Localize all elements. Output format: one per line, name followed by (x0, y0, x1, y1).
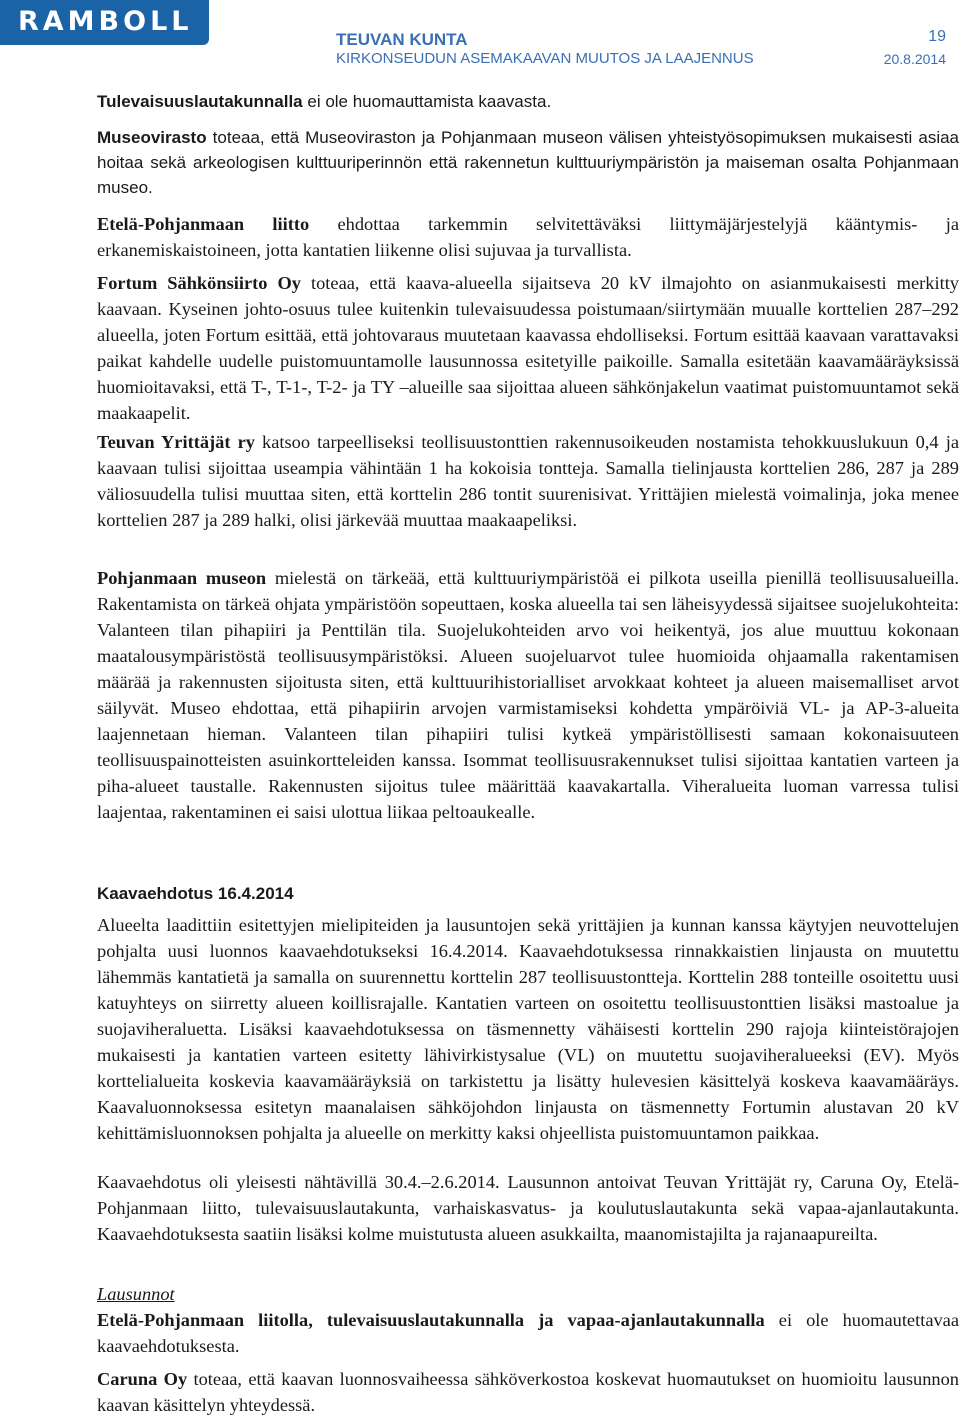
org-name: Caruna Oy (97, 1369, 188, 1389)
paragraph-museovirasto (97, 125, 959, 200)
org-name: Fortum Sähkönsiirto Oy (97, 273, 301, 293)
header-subtitle: KIRKONSEUDUN ASEMAKAAVAN MUUTOS JA LAAJENNUS (336, 50, 754, 67)
org-name: Teuvan Yrittäjät ry (97, 432, 255, 452)
header-title: TEUVAN KUNTA (336, 30, 468, 49)
paragraph-pohjanmaan-museo (97, 565, 959, 825)
org-name: Tulevaisuuslautakunnalla (97, 92, 303, 111)
paragraph-etela-pohjanmaan-liitto (97, 211, 959, 263)
paragraph-tulevaisuuslautakunta (97, 89, 959, 114)
logo-text: RAMBOLL (18, 6, 193, 37)
paragraph-nahtavilla: Kaavaehdotus oli yleisesti nähtävillä 30.4.–2.6.2014. Lausunnon antoivat Teuvan Yrittäjät ry, Caruna Oy, Etelä-Pohjanmaan liitto, tulevaisuuslautakunta, varhaiskasvatus- ja koulutuslautakunta sekä vapaa-ajanlautakunta. Kaavaehdotuksesta saatiin lisäksi kolme muistutusta alueen asukkailta, maanomistajilta ja rajanaapureilta. (97, 1172, 959, 1244)
paragraph-teuvan-yrittajat (97, 429, 959, 533)
org-name: Pohjanmaan museon (97, 568, 267, 588)
org-name: Museovirasto (97, 128, 207, 147)
paragraph-text: ei ole huomautettavaa kaavaehdotuksesta. (97, 1310, 959, 1356)
header-date: 20.8.2014 (883, 51, 946, 67)
paragraph-text: toteaa, että kaavan luonnosvaiheessa sähköverkostoa koskevat huomautukset on huomioitu lausunnon kaavan käsittelyn yhteydessä. (97, 1369, 959, 1415)
paragraph-fortum (97, 270, 959, 426)
lausunnot-label: Lausunnot (97, 1284, 175, 1304)
paragraph-text: mielestä on tärkeää, että kulttuuriympäristöä ei pilkota useilla pienillä teollisuusalueilla. Rakentamista on tärkeä ohjata ympäristöön sopeuttaen, koska alueella tai sen läheisyydessä sijaitsee suojelukohteita: Valanteen tilan pihapiiri ja Penttilän tila. Suojelukohteiden arvo voi heikentyä, jos alue muuttuu kokonaan maatalousympäristöstä teollisuusympäristöksi. Alueen suojeluarvot tulee huomioida ohjaamalla rakentamisen määrää ja rakennusten sijoitusta siten, että kulttuurihistorialliset arvokkaat kohteet ja alueen maisemalliset arvot säilyvät. Museo ehdottaa, että pihapiirin arvojen varmistamiseksi kohdetta ympäröiviä VL- ja AP-3-alueita laajennetaan hieman. Valanteen tilan pihapiiri tulisi kytkeä ympäristöllisesti samaan kokonaisuuteen teollisuuspainotteisten asuinkortteleiden kanssa. Isommat teollisuusrakennukset tulisi sijoittaa kantatien varteen ja piha-alueet taustalle. Rakennusten sijoitus tulee määrittää kaavakartalla. Viheralueita luoman varressa tulisi laajentaa, rakentaminen ei saisi ulottua liikaa peltoaukealle. (97, 568, 960, 822)
org-name: Etelä-Pohjanmaan liitto (97, 214, 310, 234)
paragraph-kaavaehdotus: Alueelta laadittiin esitettyjen mielipiteiden ja lausuntojen sekä yrittäjien ja kunnan kanssa käytyjen neuvottelujen pohjalta uusi luonnos kaavaehdotukseksi 16.4.2014. Kaavaehdotuksessa rinnakkaistien linjausta on muutettu lähemmäs kantatietä ja samalla on suurennettu korttelin 287 teollisuustontteja. Korttelin 288 tonteille osoitettu uusi katuyhteys on siirretty alueen koillisrajalle. Kantatien varteen on osoitettu teollisuustonttien lisäksi mastoalue ja suojaviheraluetta. Lisäksi kaavaehdotuksessa on täsmennetty vähäisesti korttelin 290 rajoja kiinteistörajojen mukaisesti ja kantatien varteen esitetty lähivirkistysalue (VL) on muutettu suojaviheralueeksi (EV). Myös korttelialueita koskevia kaavamääräyksiä on tarkistettu ja lisätty hulevesien käsittelyä koskeva kaavamääräys. Kaavaluonnoksessa esitetyn maanalaisen sähköjohdon linjausta on täsmennetty Fortumin alustavan 20 kV kehittämisluonnoksen pohjalta ja alueelle on merkitty kaksi ohjeellista puistomuuntamon paikkaa. (97, 915, 959, 1143)
paragraph-caruna (97, 1366, 959, 1418)
paragraph-text: toteaa, että kaava-alueella sijaitseva 20 kV ilmajohto on asianmukaisesti merkitty kaavaan. Kyseinen johto-osuus tulee kuitenkin tulevaisuudessa poistumaan/siirtymään muualle korttelien 287–292 alueella, joten Fortum esittää, että johtovaraus muutetaan kaavassa ehdolliseksi. Fortum esittää kaavaan varattavaksi paikat kahdelle uudelle puistomuuntamolle lausunnossa esitetyille paikoille. Samalla esitetään kaavamääräyksissä huomioitavaksi, että T-, T-1-, T-2- ja TY –alueille saa sijoittaa alueen sähkönjakelun vaatimat puistomuuntamot sekä maakaapelit. (97, 273, 959, 423)
section-heading: Kaavaehdotus 16.4.2014 (97, 884, 294, 903)
page-number: 19 (928, 28, 946, 45)
org-name: Etelä-Pohjanmaan liitolla, tulevaisuuslautakunnalla ja vapaa-ajanlautakunnalla (97, 1310, 765, 1330)
paragraph-text: ehdottaa tarkemmin selvitettäväksi liittymäjärjestelyjä kääntymis- ja erkanemiskaistoineen, jotta kantatien liikenne olisi sujuvaa ja turvallista. (97, 214, 959, 260)
paragraph-text: ei ole huomauttamista kaavasta. (302, 92, 552, 111)
paragraph-text: toteaa, että Museoviraston ja Pohjanmaan museon välisen yhteistyösopimuksen mukaisesti asiaa hoitaa sekä arkeologisen kulttuuriperinnön että rakennetun kulttuuriympäristön ja maiseman osalta Pohjanmaan museo. (97, 128, 959, 197)
paragraph-ei-huomautettavaa (97, 1307, 959, 1359)
paragraph-text: katsoo tarpeelliseksi teollisuustonttien rakennusoikeuden nostamista tehokkuuslukuun 0,4 ja kaavaan tulisi sijoittaa useampia vähintään 1 ha kokoisia tontteja. Samalla tielinjausta korttelien 286, 287 ja 289 väliosuudella tulisi muuttaa siten, että korttelin 286 tontit suurenisivat. Yrittäjien mielestä voimalinja, joka menee korttelien 287 ja 289 halki, olisi järkevää muuttaa maakaapeliksi. (97, 432, 959, 530)
ramboll-logo (0, 0, 209, 45)
